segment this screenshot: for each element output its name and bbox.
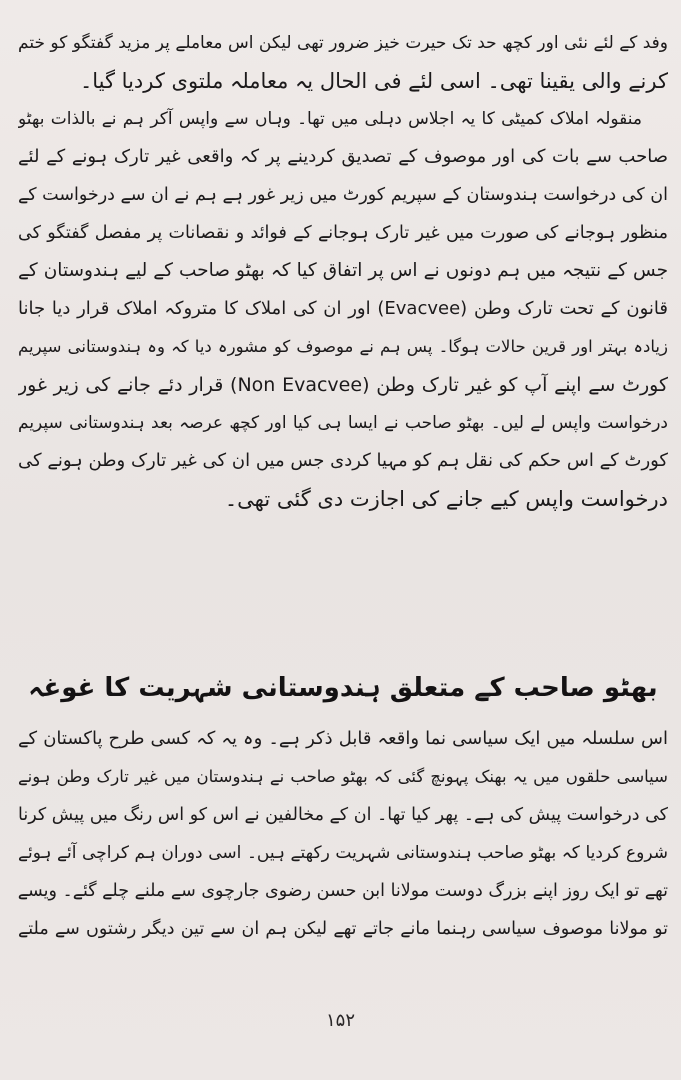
text-line: جس کے نتیجہ میں ہم دونوں نے اس پر اتفاق کیا کہ بھٹو صاحب کے لیے ہندوستان کے <box>18 260 668 281</box>
text-line: کی درخواست پیش کی ہے۔ پھر کیا تھا۔ ان کے مخالفین نے اس کو اس رنگ میں پیش کرنا <box>18 805 668 825</box>
text-line: منظور ہوجانے کی صورت میں غیر تارک ہوجانے کے فوائد و نقصانات پر مفصل گفتگو کی <box>18 223 668 243</box>
text-line: وفد کے لئے نئی اور کچھ حد تک حیرت خیز ضرور تھی لیکن اس معاملے پر مزید گفتگو کو ختم <box>18 33 668 53</box>
text-line: تھے تو ایک روز اپنے بزرگ دوست مولانا ابن حسن رضوی جارچوی سے ملنے چلے گئے۔ ویسے <box>18 881 668 901</box>
paragraph-block-1 <box>18 24 668 518</box>
paragraph-block-2 <box>18 720 668 948</box>
text-line: اس سلسلہ میں ایک سیاسی نما واقعہ قابل ذکر ہے۔ وہ یہ کہ کسی طرح پاکستان کے <box>18 728 668 749</box>
text-line: قانون کے تحت تارک وطن (Evacvee) اور ان کی املاک کا متروکہ املاک قرار دیا جانا <box>18 298 668 319</box>
section-heading: بھٹو صاحب کے متعلق ہندوستانی شہریت کا غوغہ <box>28 673 658 703</box>
text-line: صاحب سے بات کی اور موصوف کے تصدیق کردینے پر کہ واقعی غیر تارک ہونے کے لئے <box>18 146 668 167</box>
text-line: کورٹ کے اس حکم کی نقل ہم کو مہیا کردی جس میں ان کی غیر تارک وطن ہونے کی <box>18 450 668 471</box>
text-line: زیادہ بہتر اور قرین حالات ہوگا۔ پس ہم نے موصوف کو مشورہ دیا کہ وہ ہندوستانی سپریم <box>18 337 668 356</box>
page-number: ۱۵۲ <box>325 1010 355 1031</box>
text-line: کرنے والی یقینا تھی۔ اسی لئے فی الحال یہ معاملہ ملتوی کردیا گیا۔ <box>79 69 668 93</box>
text-line: درخواست واپس لے لیں۔ بھٹو صاحب نے ایسا ہی کیا اور کچھ عرصہ بعد ہندوستانی سپریم <box>18 413 668 433</box>
text-line: منقولہ املاک کمیٹی کا یہ اجلاس دہلی میں تھا۔ وہاں سے واپس آکر ہم نے بالذات بھٹو <box>18 109 642 129</box>
text-line: ان کی درخواست ہندوستان کے سپریم کورٹ میں زیر غور ہے ہم نے ان سے درخواست کے <box>18 185 668 205</box>
text-line: شروع کردیا کہ بھٹو صاحب ہندوستانی شہریت رکھتے ہیں۔ اسی دوران ہم کراچی آئے ہوئے <box>18 843 668 863</box>
text-line: تو مولانا موصوف سیاسی رہنما مانے جاتے تھے لیکن ہم ان سے تین دیگر رشتوں سے ملتے <box>18 919 668 939</box>
text-line: سیاسی حلقوں میں یہ بھنک پہونچ گئی کہ بھٹو صاحب نے ہندوستان میں غیر تارک وطن ہونے <box>18 767 668 786</box>
text-line: درخواست واپس کیے جانے کی اجازت دی گئی تھی۔ <box>224 487 668 511</box>
text-line: کورٹ سے اپنے آپ کو غیر تارک وطن (Non Evacvee) قرار دئے جانے کی زیر غور <box>18 374 668 396</box>
